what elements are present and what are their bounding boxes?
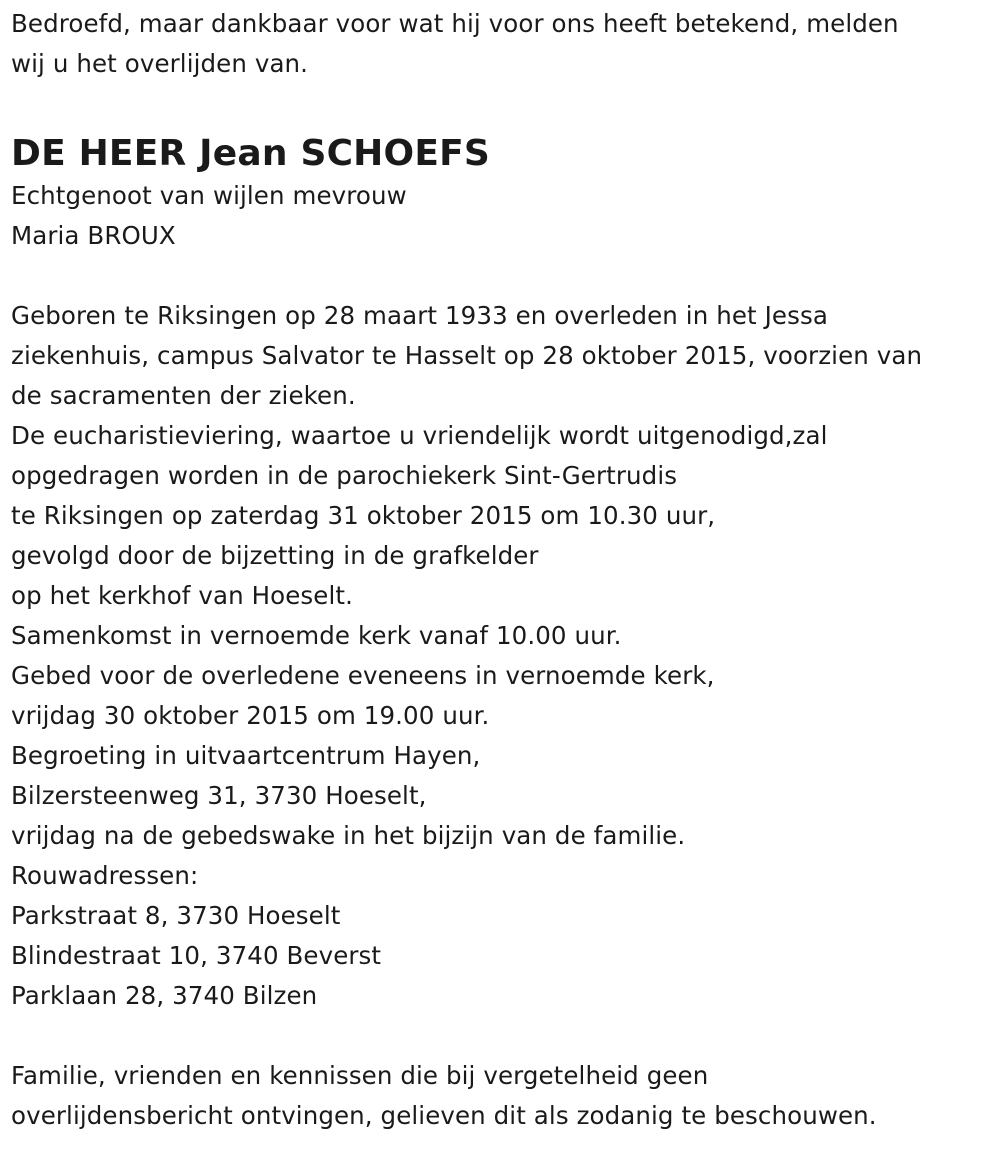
spacer [11,1016,996,1056]
intro-line: wij u het overlijden van. [11,49,309,78]
details-line: Parkstraat 8, 3730 Hoeselt [11,901,341,930]
details-line: De eucharistieviering, waartoe u vriendelijk wordt uitgenodigd,zal [11,421,828,450]
spacer [11,256,996,296]
details-line: Geboren te Riksingen op 28 maart 1933 en overleden in het Jessa [11,301,828,330]
spouse-line: Maria BROUX [11,221,176,250]
details-block [11,296,996,1016]
details-line: Samenkomst in vernoemde kerk vanaf 10.00 uur. [11,621,622,650]
details-line: Bilzersteenweg 31, 3730 Hoeselt, [11,781,427,810]
details-line: Rouwadressen: [11,861,199,890]
details-line: opgedragen worden in de parochiekerk Sint-Gertrudis [11,461,678,490]
deceased-name: DE HEER Jean SCHOEFS [11,133,491,174]
death-notice [11,4,996,1136]
details-line: vrijdag na de gebedswake in het bijzijn van de familie. [11,821,686,850]
spouse-block [11,176,996,256]
details-line: de sacramenten der zieken. [11,381,356,410]
intro-line: Bedroefd, maar dankbaar voor wat hij voor ons heeft betekend, melden [11,9,899,38]
closing-line: Familie, vrienden en kennissen die bij vergetelheid geen [11,1061,709,1090]
details-line: Gebed voor de overledene eveneens in vernoemde kerk, [11,661,715,690]
details-line: Blindestraat 10, 3740 Beverst [11,941,382,970]
closing-paragraph [11,1056,996,1136]
spouse-line: Echtgenoot van wijlen mevrouw [11,181,407,210]
details-line: vrijdag 30 oktober 2015 om 19.00 uur. [11,701,490,730]
details-line: op het kerkhof van Hoeselt. [11,581,353,610]
closing-line: overlijdensbericht ontvingen, gelieven dit als zodanig te beschouwen. [11,1101,877,1130]
details-line: te Riksingen op zaterdag 31 oktober 2015 om 10.30 uur, [11,501,716,530]
details-line: ziekenhuis, campus Salvator te Hasselt op 28 oktober 2015, voorzien van [11,341,923,370]
details-line: gevolgd door de bijzetting in de grafkelder [11,541,539,570]
details-line: Begroeting in uitvaartcentrum Hayen, [11,741,481,770]
details-line: Parklaan 28, 3740 Bilzen [11,981,318,1010]
intro-paragraph [11,4,996,84]
